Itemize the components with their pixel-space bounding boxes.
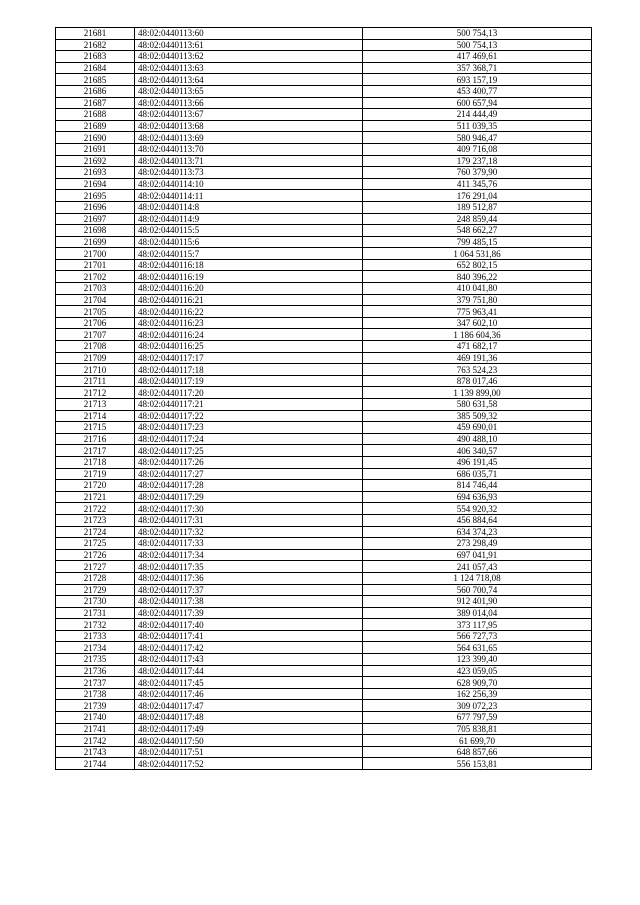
cadastral-number-cell: 48:02:0440113:64 <box>135 74 363 86</box>
cadastral-number-cell: 48:02:0440117:24 <box>135 433 363 445</box>
row-number-cell: 21707 <box>56 329 135 341</box>
cadastral-number-cell: 48:02:0440113:61 <box>135 39 363 51</box>
row-number-cell: 21692 <box>56 155 135 167</box>
cadastral-number-cell: 48:02:0440117:41 <box>135 630 363 642</box>
value-cell: 406 340,57 <box>363 445 592 457</box>
cadastral-number-cell: 48:02:0440116:24 <box>135 329 363 341</box>
value-cell: 471 682,17 <box>363 341 592 353</box>
table-row <box>56 364 592 376</box>
table-row <box>56 294 592 306</box>
cadastral-number-cell: 48:02:0440117:35 <box>135 561 363 573</box>
cadastral-number-cell: 48:02:0440113:66 <box>135 97 363 109</box>
row-number-cell: 21726 <box>56 549 135 561</box>
row-number-cell: 21691 <box>56 143 135 155</box>
table-row <box>56 51 592 63</box>
row-number-cell: 21706 <box>56 317 135 329</box>
cadastral-number-cell: 48:02:0440117:28 <box>135 480 363 492</box>
table-row <box>56 62 592 74</box>
table-row <box>56 712 592 724</box>
cadastral-number-cell: 48:02:0440117:32 <box>135 526 363 538</box>
cadastral-number-cell: 48:02:0440117:36 <box>135 572 363 584</box>
table-row <box>56 259 592 271</box>
cadastral-number-cell: 48:02:0440117:21 <box>135 399 363 411</box>
table-row <box>56 190 592 202</box>
table-row <box>56 352 592 364</box>
cadastral-number-cell: 48:02:0440117:19 <box>135 375 363 387</box>
value-cell: 189 512,87 <box>363 201 592 213</box>
table-row <box>56 677 592 689</box>
value-cell: 469 191,36 <box>363 352 592 364</box>
value-cell: 309 072,23 <box>363 700 592 712</box>
table-row <box>56 445 592 457</box>
cadastral-number-cell: 48:02:0440116:23 <box>135 317 363 329</box>
row-number-cell: 21721 <box>56 491 135 503</box>
row-number-cell: 21703 <box>56 283 135 295</box>
row-number-cell: 21688 <box>56 109 135 121</box>
table-row <box>56 468 592 480</box>
table-row <box>56 213 592 225</box>
cadastral-number-cell: 48:02:0440117:48 <box>135 712 363 724</box>
table-row <box>56 387 592 399</box>
value-cell: 634 374,23 <box>363 526 592 538</box>
value-cell: 566 727,73 <box>363 630 592 642</box>
cadastral-number-cell: 48:02:0440117:49 <box>135 723 363 735</box>
table-row <box>56 375 592 387</box>
row-number-cell: 21684 <box>56 62 135 74</box>
table-row <box>56 654 592 666</box>
row-number-cell: 21696 <box>56 201 135 213</box>
table-row <box>56 596 592 608</box>
value-cell: 1 139 899,00 <box>363 387 592 399</box>
row-number-cell: 21727 <box>56 561 135 573</box>
value-cell: 389 014,04 <box>363 607 592 619</box>
row-number-cell: 21685 <box>56 74 135 86</box>
table-row <box>56 329 592 341</box>
table-row <box>56 514 592 526</box>
cadastral-number-cell: 48:02:0440115:5 <box>135 225 363 237</box>
table-row <box>56 201 592 213</box>
value-cell: 600 657,94 <box>363 97 592 109</box>
cadastral-number-cell: 48:02:0440117:26 <box>135 456 363 468</box>
cadastral-number-cell: 48:02:0440116:18 <box>135 259 363 271</box>
table-row <box>56 236 592 248</box>
value-cell: 409 716,08 <box>363 143 592 155</box>
cadastral-number-cell: 48:02:0440117:30 <box>135 503 363 515</box>
table-row <box>56 538 592 550</box>
table-row <box>56 572 592 584</box>
row-number-cell: 21681 <box>56 28 135 40</box>
value-cell: 814 746,44 <box>363 480 592 492</box>
cadastral-number-cell: 48:02:0440117:47 <box>135 700 363 712</box>
table-row <box>56 503 592 515</box>
table-row <box>56 85 592 97</box>
value-cell: 912 401,90 <box>363 596 592 608</box>
value-cell: 697 041,91 <box>363 549 592 561</box>
value-cell: 775 963,41 <box>363 306 592 318</box>
value-cell: 1 186 604,36 <box>363 329 592 341</box>
row-number-cell: 21738 <box>56 688 135 700</box>
value-cell: 453 400,77 <box>363 85 592 97</box>
cadastral-number-cell: 48:02:0440113:68 <box>135 120 363 132</box>
value-cell: 693 157,19 <box>363 74 592 86</box>
table-row <box>56 630 592 642</box>
cadastral-number-cell: 48:02:0440114:9 <box>135 213 363 225</box>
cadastral-number-cell: 48:02:0440117:52 <box>135 758 363 770</box>
row-number-cell: 21732 <box>56 619 135 631</box>
cadastral-number-cell: 48:02:0440117:51 <box>135 746 363 758</box>
value-cell: 373 117,95 <box>363 619 592 631</box>
table-row <box>56 665 592 677</box>
row-number-cell: 21697 <box>56 213 135 225</box>
value-cell: 214 444,49 <box>363 109 592 121</box>
value-cell: 799 485,15 <box>363 236 592 248</box>
cadastral-number-cell: 48:02:0440117:46 <box>135 688 363 700</box>
row-number-cell: 21709 <box>56 352 135 364</box>
row-number-cell: 21712 <box>56 387 135 399</box>
table-row <box>56 491 592 503</box>
cadastral-number-cell: 48:02:0440117:25 <box>135 445 363 457</box>
row-number-cell: 21737 <box>56 677 135 689</box>
row-number-cell: 21720 <box>56 480 135 492</box>
table-row <box>56 225 592 237</box>
cadastral-number-cell: 48:02:0440117:50 <box>135 735 363 747</box>
table-row <box>56 248 592 260</box>
row-number-cell: 21725 <box>56 538 135 550</box>
row-number-cell: 21714 <box>56 410 135 422</box>
cadastral-number-cell: 48:02:0440114:10 <box>135 178 363 190</box>
value-cell: 648 857,66 <box>363 746 592 758</box>
row-number-cell: 21695 <box>56 190 135 202</box>
row-number-cell: 21736 <box>56 665 135 677</box>
cadastral-value-table <box>55 27 592 770</box>
value-cell: 347 602,10 <box>363 317 592 329</box>
cadastral-number-cell: 48:02:0440117:27 <box>135 468 363 480</box>
row-number-cell: 21723 <box>56 514 135 526</box>
cadastral-number-cell: 48:02:0440113:62 <box>135 51 363 63</box>
value-cell: 357 368,71 <box>363 62 592 74</box>
row-number-cell: 21690 <box>56 132 135 144</box>
cadastral-number-cell: 48:02:0440113:71 <box>135 155 363 167</box>
value-cell: 763 524,23 <box>363 364 592 376</box>
row-number-cell: 21722 <box>56 503 135 515</box>
table-body <box>56 28 592 770</box>
cadastral-number-cell: 48:02:0440113:60 <box>135 28 363 40</box>
table-row <box>56 723 592 735</box>
cadastral-number-cell: 48:02:0440116:25 <box>135 341 363 353</box>
cadastral-number-cell: 48:02:0440113:69 <box>135 132 363 144</box>
table-row <box>56 283 592 295</box>
value-cell: 500 754,13 <box>363 39 592 51</box>
row-number-cell: 21686 <box>56 85 135 97</box>
table-row <box>56 317 592 329</box>
cadastral-number-cell: 48:02:0440117:23 <box>135 422 363 434</box>
value-cell: 241 057,43 <box>363 561 592 573</box>
table-row <box>56 526 592 538</box>
table-row <box>56 178 592 190</box>
row-number-cell: 21683 <box>56 51 135 63</box>
row-number-cell: 21731 <box>56 607 135 619</box>
table-row <box>56 167 592 179</box>
cadastral-number-cell: 48:02:0440117:45 <box>135 677 363 689</box>
value-cell: 417 469,61 <box>363 51 592 63</box>
table-row <box>56 306 592 318</box>
cadastral-number-cell: 48:02:0440117:38 <box>135 596 363 608</box>
table-row <box>56 143 592 155</box>
table-row <box>56 688 592 700</box>
table-row <box>56 642 592 654</box>
row-number-cell: 21733 <box>56 630 135 642</box>
row-number-cell: 21689 <box>56 120 135 132</box>
row-number-cell: 21744 <box>56 758 135 770</box>
row-number-cell: 21742 <box>56 735 135 747</box>
table-row <box>56 561 592 573</box>
row-number-cell: 21701 <box>56 259 135 271</box>
table-row <box>56 120 592 132</box>
value-cell: 511 039,35 <box>363 120 592 132</box>
value-cell: 411 345,76 <box>363 178 592 190</box>
value-cell: 459 690,01 <box>363 422 592 434</box>
table-row <box>56 341 592 353</box>
value-cell: 580 946,47 <box>363 132 592 144</box>
cadastral-number-cell: 48:02:0440117:44 <box>135 665 363 677</box>
cadastral-number-cell: 48:02:0440113:65 <box>135 85 363 97</box>
value-cell: 496 191,45 <box>363 456 592 468</box>
cadastral-number-cell: 48:02:0440117:20 <box>135 387 363 399</box>
table-row <box>56 480 592 492</box>
table-row <box>56 549 592 561</box>
value-cell: 162 256,39 <box>363 688 592 700</box>
value-cell: 456 884,64 <box>363 514 592 526</box>
value-cell: 548 662,27 <box>363 225 592 237</box>
value-cell: 500 754,13 <box>363 28 592 40</box>
table-row <box>56 28 592 40</box>
table-row <box>56 271 592 283</box>
value-cell: 705 838,81 <box>363 723 592 735</box>
cadastral-number-cell: 48:02:0440113:70 <box>135 143 363 155</box>
row-number-cell: 21717 <box>56 445 135 457</box>
row-number-cell: 21735 <box>56 654 135 666</box>
row-number-cell: 21682 <box>56 39 135 51</box>
value-cell: 652 802,15 <box>363 259 592 271</box>
value-cell: 379 751,80 <box>363 294 592 306</box>
value-cell: 686 035,71 <box>363 468 592 480</box>
table-row <box>56 700 592 712</box>
table-row <box>56 97 592 109</box>
cadastral-number-cell: 48:02:0440116:22 <box>135 306 363 318</box>
value-cell: 61 699,70 <box>363 735 592 747</box>
cadastral-number-cell: 48:02:0440115:7 <box>135 248 363 260</box>
value-cell: 580 631,58 <box>363 399 592 411</box>
cadastral-number-cell: 48:02:0440117:17 <box>135 352 363 364</box>
value-cell: 176 291,04 <box>363 190 592 202</box>
cadastral-number-cell: 48:02:0440117:37 <box>135 584 363 596</box>
cadastral-number-cell: 48:02:0440114:8 <box>135 201 363 213</box>
row-number-cell: 21704 <box>56 294 135 306</box>
value-cell: 677 797,59 <box>363 712 592 724</box>
value-cell: 878 017,46 <box>363 375 592 387</box>
value-cell: 410 041,80 <box>363 283 592 295</box>
table-row <box>56 39 592 51</box>
row-number-cell: 21710 <box>56 364 135 376</box>
row-number-cell: 21698 <box>56 225 135 237</box>
cadastral-number-cell: 48:02:0440117:40 <box>135 619 363 631</box>
cadastral-number-cell: 48:02:0440117:18 <box>135 364 363 376</box>
table-row <box>56 456 592 468</box>
table-row <box>56 399 592 411</box>
row-number-cell: 21716 <box>56 433 135 445</box>
table-row <box>56 155 592 167</box>
value-cell: 1 064 531,86 <box>363 248 592 260</box>
value-cell: 628 909,70 <box>363 677 592 689</box>
row-number-cell: 21729 <box>56 584 135 596</box>
value-cell: 423 059,05 <box>363 665 592 677</box>
value-cell: 694 636,93 <box>363 491 592 503</box>
cadastral-number-cell: 48:02:0440113:73 <box>135 167 363 179</box>
cadastral-number-cell: 48:02:0440116:19 <box>135 271 363 283</box>
cadastral-number-cell: 48:02:0440113:67 <box>135 109 363 121</box>
cadastral-number-cell: 48:02:0440115:6 <box>135 236 363 248</box>
row-number-cell: 21708 <box>56 341 135 353</box>
row-number-cell: 21713 <box>56 399 135 411</box>
cadastral-number-cell: 48:02:0440116:21 <box>135 294 363 306</box>
row-number-cell: 21715 <box>56 422 135 434</box>
value-cell: 273 298,49 <box>363 538 592 550</box>
cadastral-number-cell: 48:02:0440117:43 <box>135 654 363 666</box>
table-row <box>56 607 592 619</box>
row-number-cell: 21734 <box>56 642 135 654</box>
row-number-cell: 21693 <box>56 167 135 179</box>
row-number-cell: 21730 <box>56 596 135 608</box>
cadastral-number-cell: 48:02:0440117:34 <box>135 549 363 561</box>
row-number-cell: 21700 <box>56 248 135 260</box>
row-number-cell: 21702 <box>56 271 135 283</box>
value-cell: 1 124 718,08 <box>363 572 592 584</box>
cadastral-number-cell: 48:02:0440117:29 <box>135 491 363 503</box>
row-number-cell: 21724 <box>56 526 135 538</box>
row-number-cell: 21705 <box>56 306 135 318</box>
table-row <box>56 619 592 631</box>
table-row <box>56 132 592 144</box>
value-cell: 840 396,22 <box>363 271 592 283</box>
table-row <box>56 422 592 434</box>
cadastral-number-cell: 48:02:0440117:22 <box>135 410 363 422</box>
value-cell: 760 379,90 <box>363 167 592 179</box>
row-number-cell: 21741 <box>56 723 135 735</box>
value-cell: 564 631,65 <box>363 642 592 654</box>
row-number-cell: 21743 <box>56 746 135 758</box>
cadastral-number-cell: 48:02:0440116:20 <box>135 283 363 295</box>
row-number-cell: 21718 <box>56 456 135 468</box>
cadastral-number-cell: 48:02:0440117:42 <box>135 642 363 654</box>
value-cell: 123 399,40 <box>363 654 592 666</box>
row-number-cell: 21728 <box>56 572 135 584</box>
cadastral-number-cell: 48:02:0440117:33 <box>135 538 363 550</box>
row-number-cell: 21740 <box>56 712 135 724</box>
table-row <box>56 433 592 445</box>
table-row <box>56 410 592 422</box>
value-cell: 560 700,74 <box>363 584 592 596</box>
cadastral-number-cell: 48:02:0440114:11 <box>135 190 363 202</box>
cadastral-number-cell: 48:02:0440117:31 <box>135 514 363 526</box>
row-number-cell: 21711 <box>56 375 135 387</box>
value-cell: 490 488,10 <box>363 433 592 445</box>
table-row <box>56 758 592 770</box>
row-number-cell: 21694 <box>56 178 135 190</box>
table-row <box>56 746 592 758</box>
cadastral-number-cell: 48:02:0440117:39 <box>135 607 363 619</box>
value-cell: 554 920,32 <box>363 503 592 515</box>
table-row <box>56 74 592 86</box>
row-number-cell: 21687 <box>56 97 135 109</box>
value-cell: 385 509,32 <box>363 410 592 422</box>
table-row <box>56 735 592 747</box>
table-row <box>56 584 592 596</box>
row-number-cell: 21719 <box>56 468 135 480</box>
table-row <box>56 109 592 121</box>
row-number-cell: 21739 <box>56 700 135 712</box>
value-cell: 556 153,81 <box>363 758 592 770</box>
cadastral-number-cell: 48:02:0440113:63 <box>135 62 363 74</box>
row-number-cell: 21699 <box>56 236 135 248</box>
value-cell: 248 859,44 <box>363 213 592 225</box>
value-cell: 179 237,18 <box>363 155 592 167</box>
